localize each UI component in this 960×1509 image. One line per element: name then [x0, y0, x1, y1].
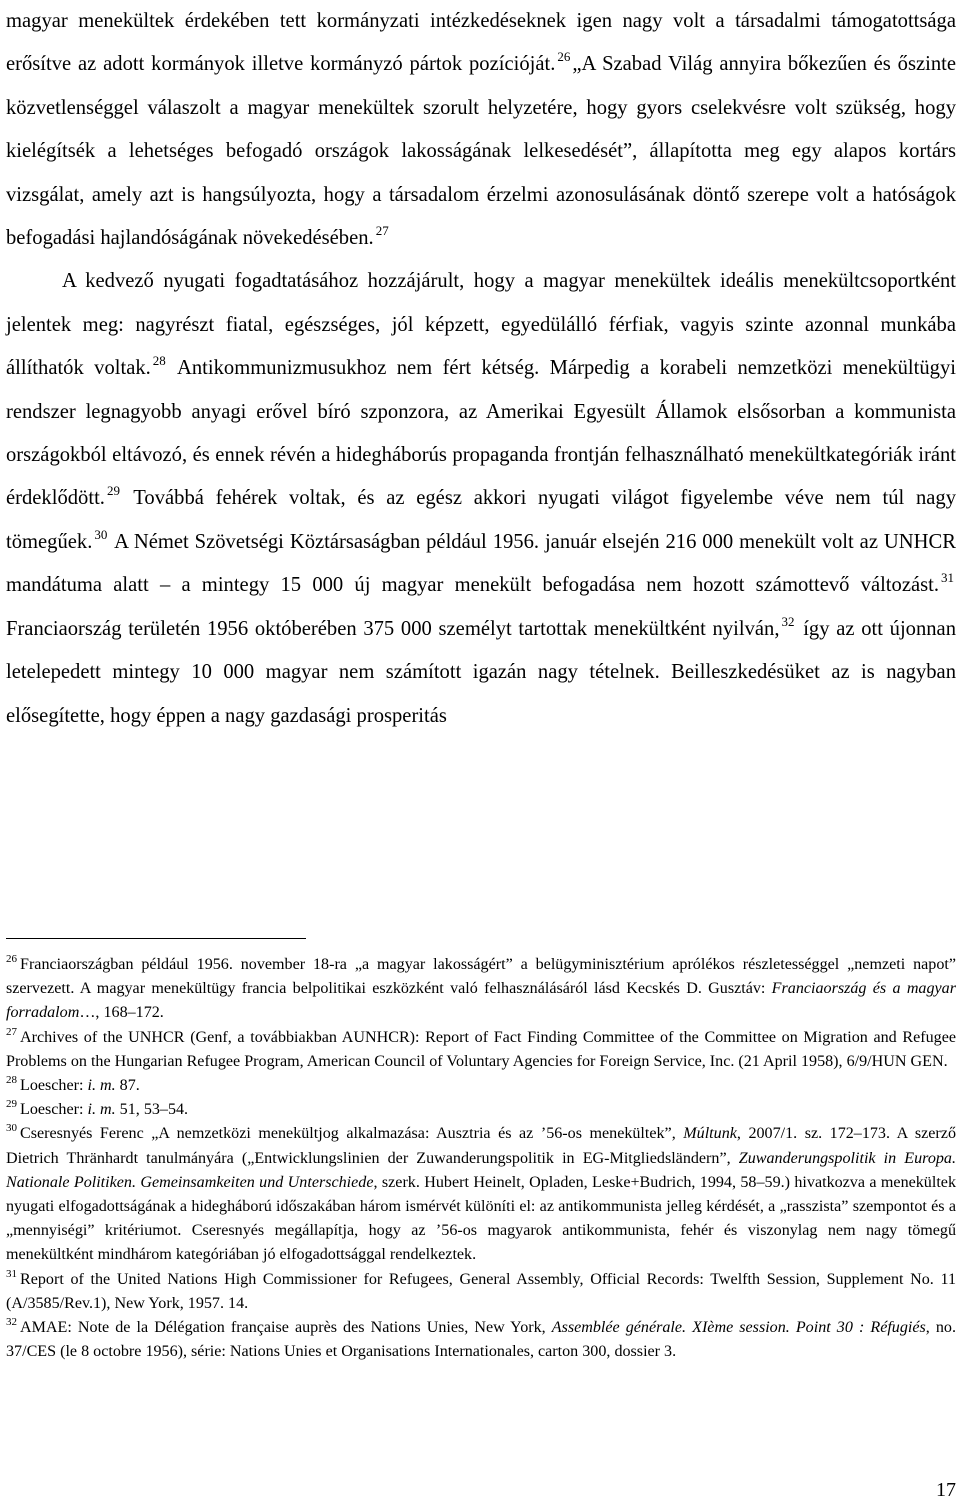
footnote-number: 32 [6, 1316, 17, 1329]
paragraph-text: Franciaország területén 1956 októberében 375 000 személyt tartottak menekültként nyilván, [6, 617, 780, 640]
footnote-text: 87. [115, 1077, 140, 1095]
paragraph-text: így az ott újonnan letelepedett mintegy 10 000 magyar nem számított igazán nagy tételnek. Beilleszkedésüket az is nagyban elősegítette, hogy éppen a nagy gazdasági prosperitás [6, 617, 956, 727]
paragraph-text: Antikommunizmusukhoz nem fért kétség. Márpedig a korabeli nemzetközi menekültügyi rendszer legnagyobb anyagi erővel bíró szponzora, az Amerikai Egyesült Államok elsősorban a kommunista országokból eltávozó, és ennek révén a hidegháborús propaganda frontján felhasználható menekültkategóriák iránt érdeklődött. [6, 357, 956, 510]
footnote-text: AMAE: Note de la Délégation française auprès des Nations Unies, New York, [20, 1319, 552, 1337]
paragraph-text: A kedvező nyugati fogadtatásához hozzájárult, hogy a magyar menekültek ideális menekültcsoportként jelentek meg: nagyrészt fiatal, egészséges, jól képzett, egyedülálló férfiak, vagyis szinte azonnal munkába állíthatók voltak. [6, 270, 956, 380]
paragraph-1 [6, 0, 956, 260]
footnote-italic: i. m. [87, 1077, 116, 1095]
footnote-ref[interactable]: 31 [941, 570, 954, 586]
footnote-ref[interactable]: 26 [557, 49, 571, 65]
footnote-italic: Assemblée générale. XIème session. Point 30 : Réfugiés [551, 1319, 926, 1337]
footnote-number: 29 [6, 1098, 17, 1111]
paragraph-text: „A Szabad Világ annyira bőkezűen és őszinte közvetlenséggel válaszolt a magyar menekültek szorult helyzetére, hogy gyors cselekvésre volt szükség, hogy kielégítsék a lehetséges befogadó országok lakosságának lelkesedését”, állapította meg egy alapos kortárs vizsgálat, amely azt is hangsúlyozta, hogy a társadalom érzelmi azonosulásának döntő szerepe volt a hatóságok befogadási hajlandóságának növekedésében. [6, 53, 956, 250]
footnote-ref[interactable]: 32 [781, 613, 795, 629]
footnote-ref[interactable]: 27 [375, 223, 389, 239]
footnote-text: Report of the United Nations High Commissioner for Refugees, General Assembly, Official Records: Twelfth Session, Supplement No. 11 (A/3585/Rev.1), New York, 1957. 14. [6, 1270, 956, 1312]
footnote-text: , 2007/1. sz. 172‒173. A szerző Dietrich Thränhardt tanulmányára („Entwicklungslinien der Zuwanderungspolitik in EG-Mitgliedsländern”, [6, 1125, 956, 1167]
footnote-italic: Franciaország és a magyar forradalom [6, 980, 956, 1022]
footnote-28 [6, 1074, 956, 1098]
footnote-32 [6, 1316, 956, 1364]
paragraph-text: A Német Szövetségi Köztársaságban például 1956. január elsején 216 000 menekült volt az UNHCR mandátuma alatt – a mintegy 15 000 új magyar menekült befogadása nem hozott számottevő változást. [6, 530, 956, 597]
footnote-text: , no. 37/CES (le 8 octobre 1956), série: Nations Unies et Organisations Internationales, carton 300, dossier 3. [6, 1319, 956, 1361]
footnote-29 [6, 1098, 956, 1122]
footnote-ref[interactable]: 30 [94, 526, 108, 542]
footnotes [6, 953, 956, 1364]
page-number: 17 [936, 1479, 956, 1501]
footnote-26 [6, 953, 956, 1026]
footnote-text: , szerk. Hubert Heinelt, Opladen, Leske+Budrich, 1994, 58‒59.) hivatkozva a menekültek nyugati elfogadottságának a hidegháború időszakában három ismérvét különíti el: az antikommunista jelleg kérdését, a „rasszista” szempontot és a „mennyiségi” kritériumot. Cseresnyés megállapítja, hogy az ’56-os magyarok antikommunista, fehér és viszonylag nem nagy tömegű menekültként mindhárom kategóriában jó elfogadottsággal rendelkeztek. [6, 1173, 956, 1264]
footnote-italic: i. m. [87, 1101, 116, 1119]
footnote-ref[interactable]: 28 [152, 353, 166, 369]
footnote-text: Franciaországban például 1956. november 18-ra „a magyar lakosságért” a belügyminisztérium aprólékos részletességgel „nemzeti napot” szervezett. A magyar menekültügy francia belpolitikai eszközként való felhasználásáról lásd Kecskés D. Gusztáv: [6, 956, 956, 998]
footnote-ref[interactable]: 29 [106, 483, 120, 499]
footnote-27 [6, 1026, 956, 1074]
footnote-number: 26 [6, 953, 17, 965]
footnote-text: Loescher: [20, 1101, 88, 1119]
paragraph-text: magyar menekültek érdekében tett kormányzati intézkedéseknek igen nagy volt a társadalmi támogatottsága erősítve az adott kormányok illetve kormányzó pártok pozícióját. [6, 10, 956, 76]
paragraph-text: Továbbá fehérek voltak, és az egész akkori nyugati világot figyelembe véve nem túl nagy tömegűek. [6, 487, 956, 553]
footnote-number: 30 [6, 1122, 17, 1135]
footnote-italic: Múltunk [683, 1125, 737, 1143]
paragraph-2 [6, 260, 956, 737]
footnote-text: Cseresnyés Ferenc „A nemzetközi menekültjog alkalmazása: Ausztria és az ’56-os menekültek”, [20, 1125, 684, 1143]
footnote-number: 28 [6, 1074, 17, 1087]
footnote-text: Loescher: [20, 1077, 88, 1095]
footnote-31 [6, 1268, 956, 1316]
footnote-separator [6, 938, 306, 939]
footnote-30 [6, 1122, 956, 1267]
main-text [6, 0, 956, 738]
footnote-number: 31 [6, 1267, 17, 1280]
footnote-text: 51, 53‒54. [115, 1101, 189, 1119]
footnote-text: …, 168‒172. [79, 1004, 164, 1022]
footnote-number: 27 [6, 1025, 17, 1038]
footnote-italic: Zuwanderungspolitik in Europa. Nationale Politiken. Gemeinsamkeiten und Unterschiede [6, 1149, 957, 1191]
footnote-text: Archives of the UNHCR (Genf, a továbbiakban AUNHCR): Report of Fact Finding Committee of the Committee on Migration and Refugee Problems on the Hungarian Refugee Program, American Council of Voluntary Agencies for Foreign Service, Inc. (21 April 1958), 6/9/HUN GEN. [6, 1028, 956, 1070]
